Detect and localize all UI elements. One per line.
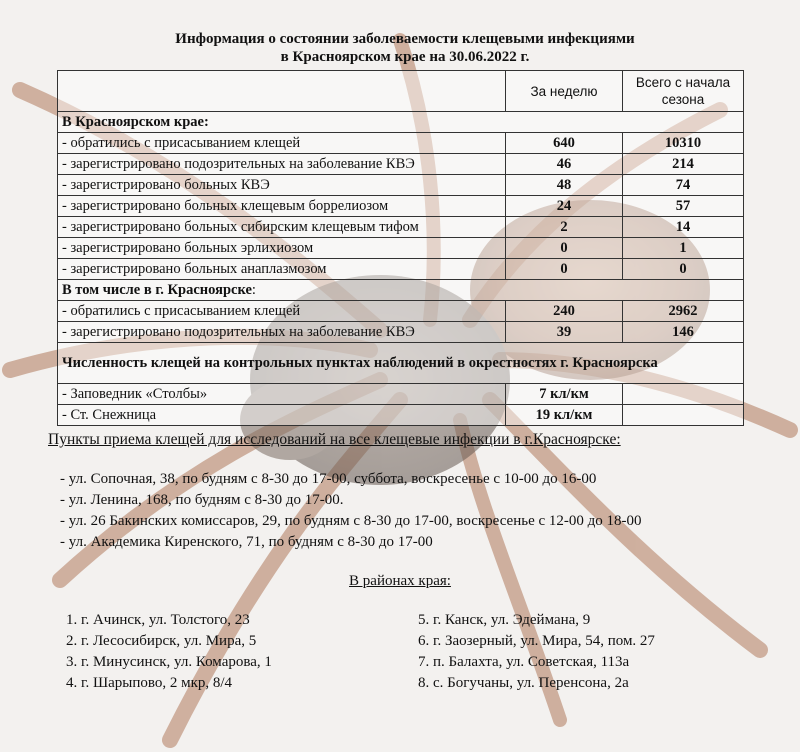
collection-point-item: - ул. Академика Киренского, 71, по будням с 8-30 до 17-00 [60, 534, 433, 550]
row-week-value: 240 [506, 301, 623, 322]
row-label: - зарегистрировано больных эрлихиозом [58, 238, 506, 259]
table-row [58, 133, 744, 154]
table-row [58, 238, 744, 259]
collection-point-item: - ул. Сопочная, 38, по будням с 8-30 до 17-00, суббота, воскресенье с 10-00 до 16-00 [60, 471, 597, 487]
city-section-header: В том числе в г. Красноярске: [58, 280, 744, 301]
row-season-value: 74 [623, 175, 744, 196]
header-empty-cell [58, 71, 506, 112]
row-week-value: 39 [506, 322, 623, 343]
table-row [58, 322, 744, 343]
title-line-2: в Красноярском крае на 30.06.2022 г. [280, 49, 530, 65]
row-week-value: 0 [506, 259, 623, 280]
page-title [60, 30, 750, 66]
table-row [58, 301, 744, 322]
ticks-section-row [58, 343, 744, 384]
row-season-value: 10310 [623, 133, 744, 154]
row-season-value: 2962 [623, 301, 744, 322]
region-item: 7. п. Балахта, ул. Советская, 113а [418, 654, 630, 670]
row-label: - зарегистрировано больных анаплазмозом [58, 259, 506, 280]
row-season-value: 14 [623, 217, 744, 238]
table-row [58, 405, 744, 426]
region-item: 4. г. Шарыпово, 2 мкр, 8/4 [66, 675, 233, 691]
table-row [58, 217, 744, 238]
region-item: 5. г. Канск, ул. Эдеймана, 9 [418, 612, 591, 628]
row-season-empty [623, 405, 744, 426]
region-item: 3. г. Минусинск, ул. Комарова, 1 [66, 654, 272, 670]
table-row [58, 154, 744, 175]
table-row [58, 384, 744, 405]
row-week-value: 48 [506, 175, 623, 196]
row-week-value: 640 [506, 133, 623, 154]
row-label: - Заповедник «Столбы» [58, 384, 506, 405]
header-week: За неделю [506, 71, 623, 112]
table-row [58, 259, 744, 280]
row-week-value: 19 кл/км [506, 405, 623, 426]
table-header-row [58, 71, 744, 112]
row-week-value: 7 кл/км [506, 384, 623, 405]
row-season-value: 1 [623, 238, 744, 259]
row-label: - зарегистрировано подозрительных на заболевание КВЭ [58, 154, 506, 175]
row-season-value: 0 [623, 259, 744, 280]
row-week-value: 46 [506, 154, 623, 175]
header-season: Всего с начала сезона [623, 71, 744, 112]
city-section-row [58, 280, 744, 301]
collection-point-item: - ул. 26 Бакинских комиссаров, 29, по будням с 8-30 до 17-00, воскресенье с 12-00 до 18-00 [60, 513, 642, 529]
region-item: 8. с. Богучаны, ул. Перенсона, 2а [418, 675, 629, 691]
row-label: - зарегистрировано больных КВЭ [58, 175, 506, 196]
statistics-table [57, 70, 744, 426]
region-item: 1. г. Ачинск, ул. Толстого, 23 [66, 612, 250, 628]
table-row [58, 175, 744, 196]
row-label: - обратились с присасыванием клещей [58, 133, 506, 154]
row-season-value: 214 [623, 154, 744, 175]
row-label: - обратились с присасыванием клещей [58, 301, 506, 322]
row-week-value: 24 [506, 196, 623, 217]
row-season-empty [623, 384, 744, 405]
ticks-section-header: Численность клещей на контрольных пунктах наблюдений в окрестностях г. Красноярска [58, 343, 744, 384]
region-section-row [58, 112, 744, 133]
region-item: 6. г. Заозерный, ул. Мира, 54, пом. 27 [418, 633, 655, 649]
table-row [58, 196, 744, 217]
collection-point-item: - ул. Ленина, 168, по будням с 8-30 до 17-00. [60, 492, 344, 508]
regions-title: В районах края: [349, 573, 451, 589]
region-section-header: В Красноярском крае: [58, 112, 744, 133]
row-week-value: 0 [506, 238, 623, 259]
collection-points-title: Пункты приема клещей для исследований на все клещевые инфекции в г.Красноярске: [48, 431, 621, 448]
row-label: - Ст. Снежница [58, 405, 506, 426]
row-label: - зарегистрировано подозрительных на заболевание КВЭ [58, 322, 506, 343]
row-season-value: 146 [623, 322, 744, 343]
title-line-1: Информация о состоянии заболеваемости клещевыми инфекциями [175, 31, 635, 47]
row-label: - зарегистрировано больных клещевым боррелиозом [58, 196, 506, 217]
row-week-value: 2 [506, 217, 623, 238]
row-label: - зарегистрировано больных сибирским клещевым тифом [58, 217, 506, 238]
row-season-value: 57 [623, 196, 744, 217]
region-item: 2. г. Лесосибирск, ул. Мира, 5 [66, 633, 257, 649]
